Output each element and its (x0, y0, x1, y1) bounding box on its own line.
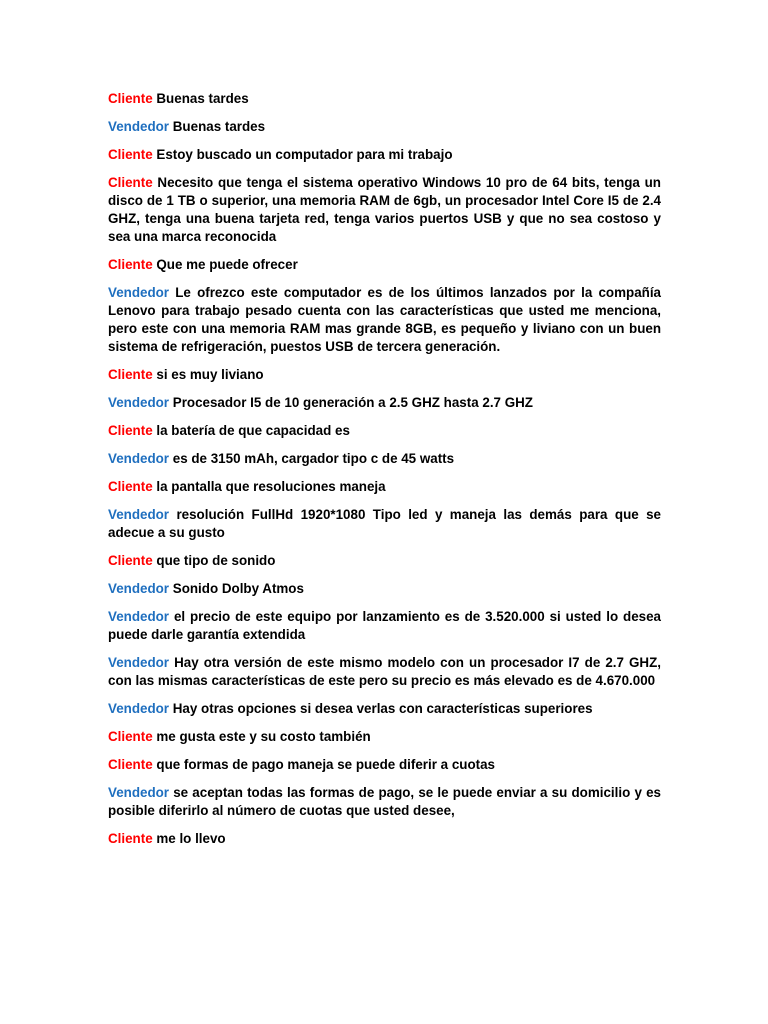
dialogue-line (108, 422, 661, 440)
dialogue-text: que tipo de sonido (156, 553, 276, 568)
dialogue-line (108, 608, 661, 644)
speaker-label: Cliente (108, 423, 153, 438)
speaker-label: Cliente (108, 91, 153, 106)
speaker-label: Cliente (108, 175, 153, 190)
dialogue-text: Buenas tardes (172, 119, 266, 134)
dialogue-line (108, 118, 661, 136)
dialogue-text: Sonido Dolby Atmos (172, 581, 304, 596)
speaker-label: Vendedor (108, 581, 170, 596)
dialogue-text: Buenas tardes (156, 91, 249, 106)
dialogue-text: el precio de este equipo por lanzamiento es de 3.520.000 si usted lo desea puede darle garantía extendida (108, 609, 661, 642)
speaker-label: Cliente (108, 147, 153, 162)
speaker-label: Vendedor (108, 507, 170, 522)
dialogue-line (108, 728, 661, 746)
speaker-label: Vendedor (108, 701, 170, 716)
dialogue-text: es de 3150 mAh, cargador tipo c de 45 watts (172, 451, 455, 466)
dialogue-line (108, 146, 661, 164)
dialogue-text: resolución FullHd 1920*1080 Tipo led y maneja las demás para que se adecue a su gusto (108, 507, 661, 540)
dialogue-line (108, 654, 661, 690)
speaker-label: Cliente (108, 257, 153, 272)
dialogue-text: me gusta este y su costo también (156, 729, 371, 744)
dialogue-line (108, 90, 661, 108)
dialogue-line (108, 450, 661, 468)
dialogue-text: Le ofrezco este computador es de los últimos lanzados por la compañía Lenovo para trabajo pesado cuenta con las características que usted me menciona, pero este con una memoria RAM mas grande 8GB, es pequeño y liviano con un buen sistema de refrigeración, puestos USB de tercera generación. (108, 285, 661, 354)
dialogue-line (108, 284, 661, 356)
speaker-label: Vendedor (108, 785, 170, 800)
speaker-label: Vendedor (108, 609, 170, 624)
dialogue-line (108, 580, 661, 598)
speaker-label: Vendedor (108, 119, 170, 134)
dialogue-line (108, 174, 661, 246)
speaker-label: Cliente (108, 479, 153, 494)
dialogue-line (108, 506, 661, 542)
dialogue-text: Hay otra versión de este mismo modelo con un procesador I7 de 2.7 GHZ, con las mismas características de este pero su precio es más elevado es de 4.670.000 (108, 655, 661, 688)
speaker-label: Cliente (108, 553, 153, 568)
dialogue-line (108, 784, 661, 820)
dialogue-line (108, 756, 661, 774)
dialogue-text: si es muy liviano (156, 367, 264, 382)
dialogue-text: Hay otras opciones si desea verlas con características superiores (172, 701, 593, 716)
speaker-label: Cliente (108, 729, 153, 744)
dialogue-line (108, 256, 661, 274)
dialogue-text: Procesador I5 de 10 generación a 2.5 GHZ hasta 2.7 GHZ (172, 395, 533, 410)
dialogue-line (108, 552, 661, 570)
dialogue-text: Estoy buscado un computador para mi trabajo (156, 147, 453, 162)
dialogue-line (108, 700, 661, 718)
dialogue-line (108, 478, 661, 496)
dialogue-text: me lo llevo (156, 831, 226, 846)
dialogue-text: que formas de pago maneja se puede diferir a cuotas (156, 757, 495, 772)
dialogue-text: la batería de que capacidad es (156, 423, 350, 438)
speaker-label: Vendedor (108, 285, 170, 300)
dialogue-text: la pantalla que resoluciones maneja (156, 479, 386, 494)
dialogue-line (108, 830, 661, 848)
dialogue-transcript (108, 90, 661, 858)
dialogue-line (108, 366, 661, 384)
speaker-label: Cliente (108, 757, 153, 772)
speaker-label: Cliente (108, 831, 153, 846)
dialogue-text: se aceptan todas las formas de pago, se le puede enviar a su domicilio y es posible diferirlo al número de cuotas que usted desee, (108, 785, 661, 818)
dialogue-text: Que me puede ofrecer (156, 257, 298, 272)
dialogue-text: Necesito que tenga el sistema operativo Windows 10 pro de 64 bits, tenga un disco de 1 TB o superior, una memoria RAM de 6gb, un procesador Intel Core I5 de 2.4 GHZ, tenga una buena tarjeta red, tenga varios puertos USB y que no sea costoso y sea una marca reconocida (108, 175, 661, 244)
speaker-label: Cliente (108, 367, 153, 382)
speaker-label: Vendedor (108, 395, 170, 410)
dialogue-line (108, 394, 661, 412)
speaker-label: Vendedor (108, 451, 170, 466)
speaker-label: Vendedor (108, 655, 170, 670)
